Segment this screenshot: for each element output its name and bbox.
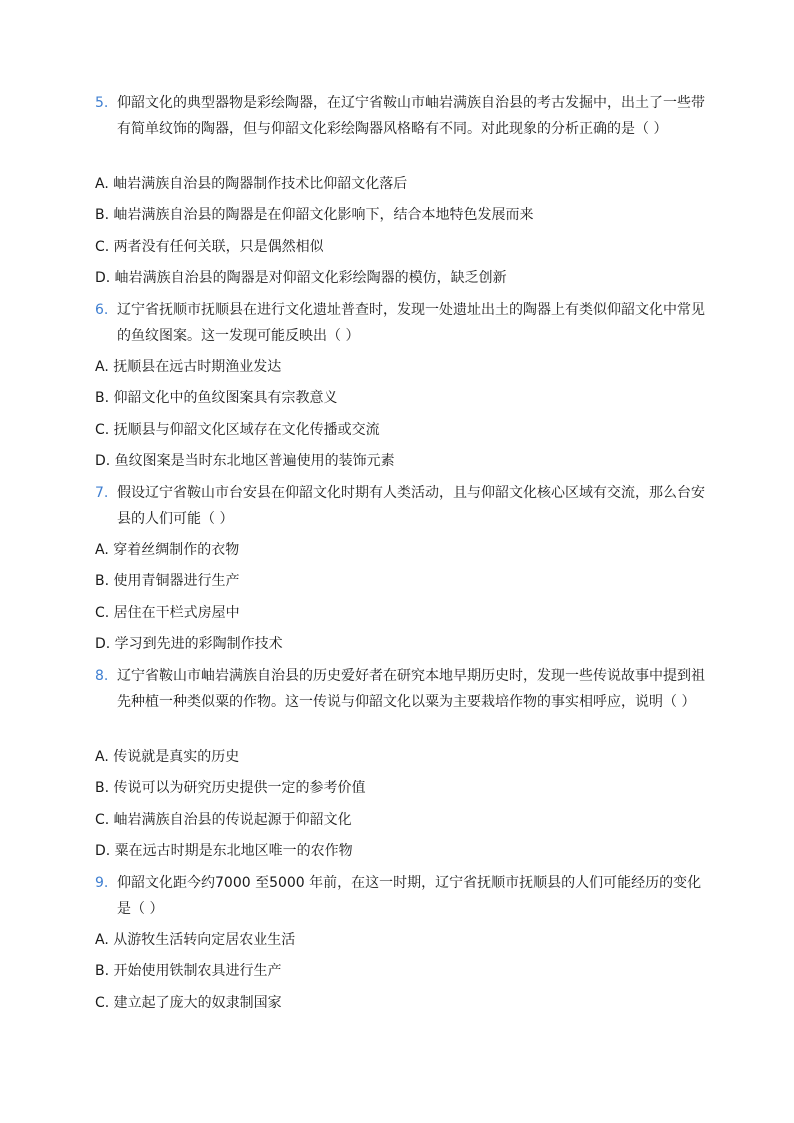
option-c: C. 建立起了庞大的奴隶制国家 <box>95 995 282 1011</box>
question-number: 8. <box>95 668 109 684</box>
question-8 <box>95 663 705 715</box>
option-c: C. 居住在干栏式房屋中 <box>95 605 240 621</box>
option-d: D. 粟在远古时期是东北地区唯一的农作物 <box>95 843 353 859</box>
option-d: D. 岫岩满族自治县的陶器是对仰韶文化彩绘陶器的模仿，缺乏创新 <box>95 270 507 286</box>
option-b: B. 使用青铜器进行生产 <box>95 573 240 589</box>
question-6 <box>95 297 705 349</box>
question-stem: 仰韶文化距今约7000 至5000 年前，在这一时期，辽宁省抚顺市抚顺县的人们可能经历的变化是（ ） <box>117 875 702 917</box>
question-number: 7. <box>95 485 109 501</box>
question-number: 9. <box>95 875 109 891</box>
option-a: A. 从游牧生活转向定居农业生活 <box>95 932 296 948</box>
option-c: C. 两者没有任何关联，只是偶然相似 <box>95 239 324 255</box>
question-stem: 假设辽宁省鞍山市台安县在仰韶文化时期有人类活动，且与仰韶文化核心区域有交流，那么台安县的人们可能（ ） <box>117 485 705 527</box>
option-b: B. 开始使用铁制农具进行生产 <box>95 963 282 979</box>
option-a: A. 岫岩满族自治县的陶器制作技术比仰韶文化落后 <box>95 176 408 192</box>
option-b: B. 岫岩满族自治县的陶器是在仰韶文化影响下，结合本地特色发展而来 <box>95 207 534 223</box>
option-a: A. 抚顺县在远古时期渔业发达 <box>95 359 282 375</box>
option-a: A. 穿着丝绸制作的衣物 <box>95 542 240 558</box>
option-d: D. 学习到先进的彩陶制作技术 <box>95 636 283 652</box>
question-stem: 辽宁省抚顺市抚顺县在进行文化遗址普查时，发现一处遗址出土的陶器上有类似仰韶文化中常见的鱼纹图案。这一发现可能反映出（ ） <box>117 302 705 344</box>
question-7 <box>95 480 705 532</box>
option-c: C. 抚顺县与仰韶文化区域存在文化传播或交流 <box>95 422 380 438</box>
question-9 <box>95 870 705 922</box>
option-d: D. 鱼纹图案是当时东北地区普遍使用的装饰元素 <box>95 453 395 469</box>
question-number: 6. <box>95 302 109 318</box>
question-stem: 辽宁省鞍山市岫岩满族自治县的历史爱好者在研究本地早期历史时，发现一些传说故事中提到祖先种植一种类似粟的作物。这一传说与仰韶文化以粟为主要栽培作物的事实相呼应，说明（ ） <box>117 668 705 710</box>
question-5 <box>95 90 705 142</box>
option-c: C. 岫岩满族自治县的传说起源于仰韶文化 <box>95 812 352 828</box>
question-number: 5. <box>95 95 109 111</box>
option-b: B. 仰韶文化中的鱼纹图案具有宗教意义 <box>95 390 338 406</box>
question-stem: 仰韶文化的典型器物是彩绘陶器，在辽宁省鞍山市岫岩满族自治县的考古发掘中，出土了一些带有简单纹饰的陶器，但与仰韶文化彩绘陶器风格略有不同。对此现象的分析正确的是（ ） <box>117 95 705 137</box>
option-a: A. 传说就是真实的历史 <box>95 749 240 765</box>
option-b: B. 传说可以为研究历史提供一定的参考价值 <box>95 780 366 796</box>
